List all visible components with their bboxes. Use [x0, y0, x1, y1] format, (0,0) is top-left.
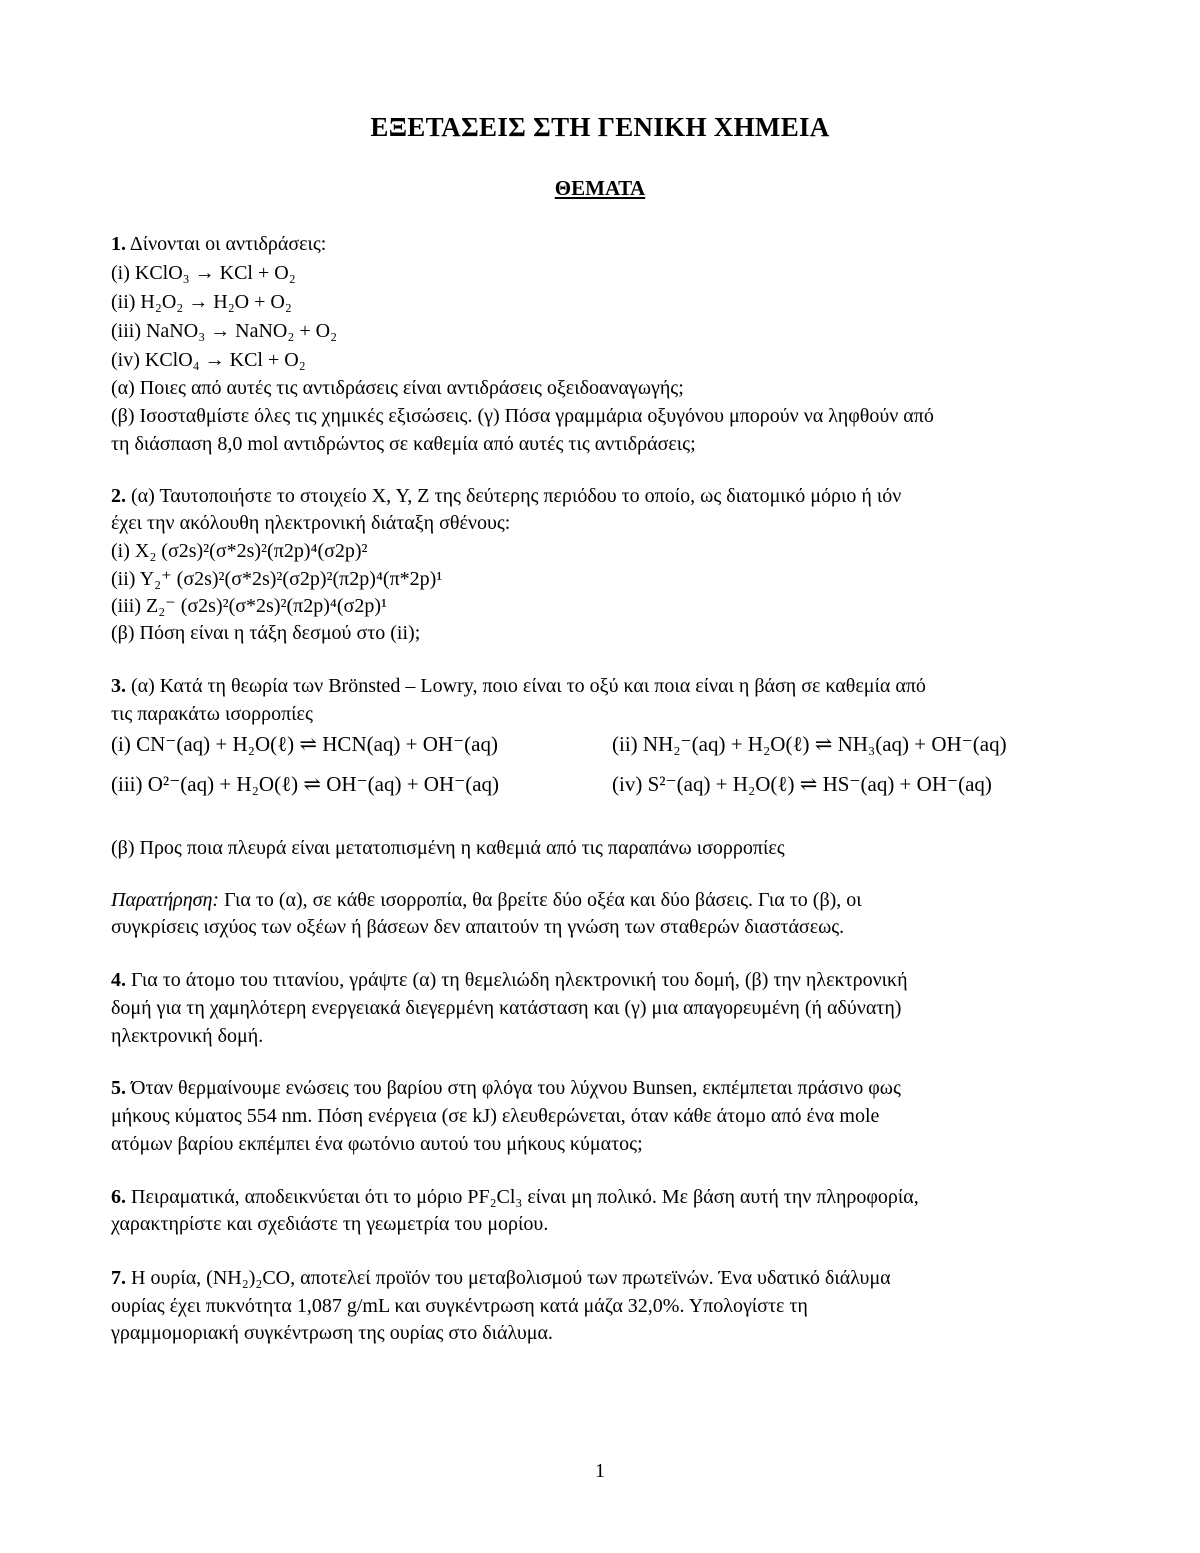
reaction-i: (i) KClO₃ → KCl + O₂ [111, 262, 296, 284]
question-number: 3. [111, 675, 126, 697]
question-number: 4. [111, 969, 126, 991]
question-3-part-b: (β) Προς ποια πλευρά είναι μετατοπισμένη η καθεμιά από τις παραπάνω ισορροπίες [111, 837, 785, 859]
page-subtitle: ΘΕΜΑΤΑ [554, 176, 646, 200]
question-1-part-a: (α) Ποιες από αυτές τις αντιδράσεις είναι αντιδράσεις οξειδοαναγωγής; [111, 377, 684, 399]
question-2-intro-cont: έχει την ακόλουθη ηλεκτρονική διάταξη σθένους: [111, 512, 511, 534]
question-3-intro-cont: τις παρακάτω ισορροπίες [111, 703, 313, 725]
question-7-line-3: γραμμομοριακή συγκέντρωση της ουρίας στο διάλυμα. [111, 1322, 553, 1344]
question-number: 7. [111, 1267, 126, 1289]
question-7-line-2: ουρίας έχει πυκνότητα 1,087 g/mL και συγκέντρωση κατά μάζα 32,0%. Υπολογίστε τη [111, 1295, 808, 1317]
question-4-line-1: 4. Για το άτομο του τιτανίου, γράψτε (α) τη θεμελιώδη ηλεκτρονική του δομή, (β) την ηλεκτρονική [111, 969, 908, 991]
question-number: 6. [111, 1186, 126, 1208]
equilibrium-iv: (iv) S²⁻(aq) + H₂O(ℓ) ⇌ HS⁻(aq) + OH⁻(aq) [612, 772, 992, 796]
question-5-line-2: μήκους κύματος 554 nm. Πόση ενέργεια (σε kJ) ελευθερώνεται, όταν κάθε άτομο από ένα mole [111, 1105, 880, 1127]
question-number: 2. [111, 485, 126, 507]
question-3-note-cont: συγκρίσεις ισχύος των οξέων ή βάσεων δεν απαιτούν τη γνώση των σταθερών διαστάσεως. [111, 916, 845, 938]
question-1-part-b: (β) Ισοσταθμίστε όλες τις χημικές εξισώσεις. (γ) Πόσα γραμμάρια οξυγόνου μπορούν να ληφθούν από [111, 405, 934, 427]
question-4-line-2: δομή για τη χαμηλότερη ενεργειακά διεγερμένη κατάσταση και (γ) μια απαγορευμένη (ή αδύνατη) [111, 997, 902, 1019]
question-number: 1. [111, 233, 126, 255]
question-2-intro: 2. (α) Ταυτοποιήστε το στοιχείο X, Y, Z της δεύτερης περιόδου το οποίο, ως διατομικό μόριο ή ιόν [111, 485, 902, 507]
question-1-part-b-cont: τη διάσπαση 8,0 mol αντιδρώντος σε καθεμία από αυτές τις αντιδράσεις; [111, 433, 696, 455]
reaction-iv: (iv) KClO₄ → KCl + O₂ [111, 349, 306, 371]
question-7-line-1: 7. Η ουρία, (NH₂)₂CO, αποτελεί προϊόν του μεταβολισμού των πρωτεϊνών. Ένα υδατικό διάλυμα [111, 1267, 891, 1289]
question-6-line-2: χαρακτηρίστε και σχεδιάστε τη γεωμετρία του μορίου. [111, 1213, 549, 1235]
page-number: 1 [595, 1460, 605, 1482]
reaction-ii: (ii) H₂O₂ → H₂O + O₂ [111, 291, 292, 313]
question-3-intro: 3. (α) Κατά τη θεωρία των Brönsted – Lowry, ποιο είναι το οξύ και ποια είναι η βάση σε καθεμία από [111, 675, 926, 697]
configuration-z2: (iii) Z₂⁻ (σ2s)²(σ*2s)²(π2p)⁴(σ2p)¹ [111, 595, 387, 617]
equilibrium-i: (i) CN⁻(aq) + H₂O(ℓ) ⇌ HCN(aq) + OH⁻(aq) [111, 732, 498, 756]
question-1-intro: 1. Δίνονται οι αντιδράσεις: [111, 233, 327, 255]
question-number: 5. [111, 1077, 126, 1099]
question-6-line-1: 6. Πειραματικά, αποδεικνύεται ότι το μόριο PF₂Cl₃ είναι μη πολικό. Με βάση αυτή την πληροφορία, [111, 1186, 919, 1208]
note-label: Παρατήρηση: [111, 889, 220, 911]
question-3-note: Παρατήρηση: Για το (α), σε κάθε ισορροπία, θα βρείτε δύο οξέα και δύο βάσεις. Για το (β), οι [111, 889, 862, 911]
page-title: ΕΞΕΤΑΣΕΙΣ ΣΤΗ ΓΕΝΙΚΗ ΧΗΜΕΙΑ [370, 112, 830, 142]
equilibrium-ii: (ii) NH₂⁻(aq) + H₂O(ℓ) ⇌ NH₃(aq) + OH⁻(aq) [612, 732, 1007, 756]
reaction-iii: (iii) NaNO₃ → NaNO₂ + O₂ [111, 320, 338, 342]
question-4-line-3: ηλεκτρονική δομή. [111, 1025, 264, 1047]
question-2-part-b: (β) Πόση είναι η τάξη δεσμού στο (ii); [111, 622, 421, 644]
question-5-line-1: 5. Όταν θερμαίνουμε ενώσεις του βαρίου στη φλόγα του λύχνου Bunsen, εκπέμπεται πράσινο φως [111, 1077, 901, 1099]
configuration-y2: (ii) Y₂⁺ (σ2s)²(σ*2s)²(σ2p)²(π2p)⁴(π*2p)¹ [111, 568, 443, 590]
configuration-x2: (i) X₂ (σ2s)²(σ*2s)²(π2p)⁴(σ2p)² [111, 540, 368, 562]
equilibrium-iii: (iii) O²⁻(aq) + H₂O(ℓ) ⇌ OH⁻(aq) + OH⁻(aq) [111, 772, 500, 796]
question-5-line-3: ατόμων βαρίου εκπέμπει ένα φωτόνιο αυτού του μήκους κύματος; [111, 1133, 643, 1155]
